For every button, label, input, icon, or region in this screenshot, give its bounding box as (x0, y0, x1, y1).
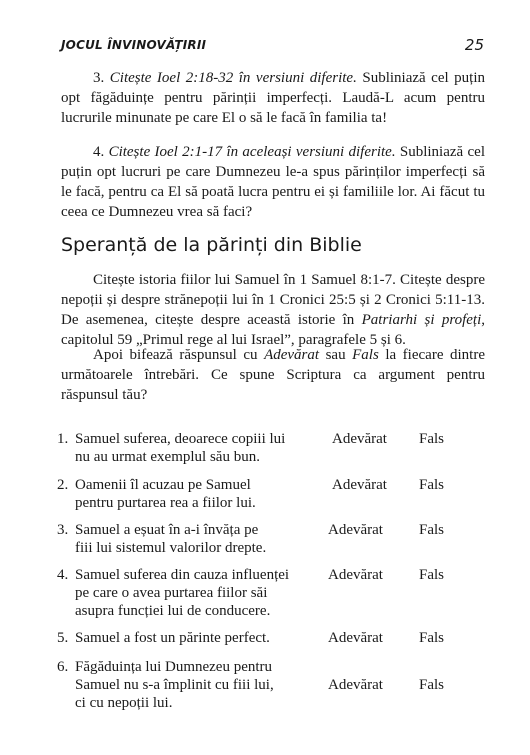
question-text (75, 521, 345, 557)
instruction-text-b: sau (319, 347, 353, 363)
exercise-3-instruction: Citește Ioel 2:18-32 în versiuni diferite. (109, 70, 357, 86)
question-number: 6. (57, 659, 69, 675)
question-line: fiii lui sistemul valorilor drepte. (75, 540, 267, 556)
instruction-text-c: la fiecare dintre următoarele întrebări. Ce spune Scriptura ca argument pentru răspunsul tău? (61, 347, 485, 403)
reading-text-b: , capitolul 59 „Primul rege al lui Israel”, paragrafele 5 și 6. (61, 312, 486, 348)
true-option[interactable]: Adevărat (328, 677, 383, 693)
question-line: Samuel nu s-a împlinit cu fiii lui, (75, 677, 274, 693)
false-option[interactable]: Fals (419, 522, 445, 538)
false-option[interactable]: Fals (419, 477, 445, 493)
false-option[interactable]: Fals (419, 431, 445, 447)
question-line: nu au urmat exemplul său bun. (75, 449, 260, 465)
reading-paragraph (61, 270, 485, 350)
true-option[interactable]: Adevărat (332, 477, 387, 493)
false-option[interactable]: Fals (419, 677, 445, 693)
question-text (75, 430, 345, 466)
exercise-4-paragraph (61, 142, 485, 222)
exercise-3-paragraph (61, 68, 485, 128)
reading-text-a: Citește istoria fiilor lui Samuel în 1 Samuel 8:1-7. Citește despre nepoții și despre strănepoții lui în 1 Cronici 25:5 și 2 Cronici 5:11-13. De asemenea, citește despre această istorie în (61, 272, 485, 328)
question-line: Samuel a eșuat în a-i învăța pe (75, 522, 259, 538)
question-line: pe care o avea purtarea fiilor săi (75, 585, 268, 601)
question-line: Samuel suferea, deoarece copiii lui (75, 431, 286, 447)
exercise-3-body: Subliniază cel puțin opt făgăduințe pentru părinții imperfecți. Laudă-L acum pentru lucrurile minunate pe care El o să le facă în familia ta! (61, 70, 486, 126)
true-term: Adevărat (264, 347, 320, 363)
book-title-reference: Patriarhi și profeți (361, 312, 482, 328)
question-line: pentru purtarea rea a fiilor lui. (75, 495, 256, 511)
true-option[interactable]: Adevărat (332, 431, 387, 447)
question-text (75, 566, 345, 620)
question-line: Făgăduința lui Dumnezeu pentru (75, 659, 273, 675)
question-number: 4. (57, 567, 69, 583)
question-number: 3. (57, 522, 69, 538)
running-header-title: JOCUL ÎNVINOVĂȚIRII (61, 38, 207, 52)
false-term: Fals (352, 347, 379, 363)
question-line: asupra funcției lui de conducere. (75, 603, 271, 619)
question-number: 1. (57, 431, 69, 447)
question-line: Oamenii îl acuzau pe Samuel (75, 477, 251, 493)
true-option[interactable]: Adevărat (328, 567, 383, 583)
page-number: 25 (464, 36, 484, 54)
question-number: 5. (57, 630, 69, 646)
exercise-4-number: 4. (93, 144, 109, 160)
exercise-4-body: Subliniază cel puțin opt lucruri pe care Dumnezeu le-a spus părinților imperfecți să le facă, pentru ca El să poată lucra pentru ei și familiile lor. Ai făcut tu ceea ce Dumnezeu vrea să faci? (61, 144, 485, 220)
instruction-paragraph (61, 345, 485, 405)
question-text (75, 629, 345, 647)
exercise-3-number: 3. (93, 70, 110, 86)
question-line: Samuel a fost un părinte perfect. (75, 630, 270, 646)
instruction-text-a: Apoi bifează răspunsul cu (93, 347, 265, 363)
question-text (75, 476, 345, 512)
section-heading: Speranță de la părinți din Biblie (61, 234, 362, 256)
true-option[interactable]: Adevărat (328, 522, 383, 538)
true-option[interactable]: Adevărat (328, 630, 383, 646)
false-option[interactable]: Fals (419, 567, 445, 583)
exercise-4-instruction: Citește Ioel 2:1-17 în aceleași versiuni diferite. (108, 144, 396, 160)
question-line: ci cu nepoții lui. (75, 695, 173, 711)
question-line: Samuel suferea din cauza influenței (75, 567, 290, 583)
question-text (75, 658, 345, 712)
false-option[interactable]: Fals (419, 630, 445, 646)
question-number: 2. (57, 477, 69, 493)
